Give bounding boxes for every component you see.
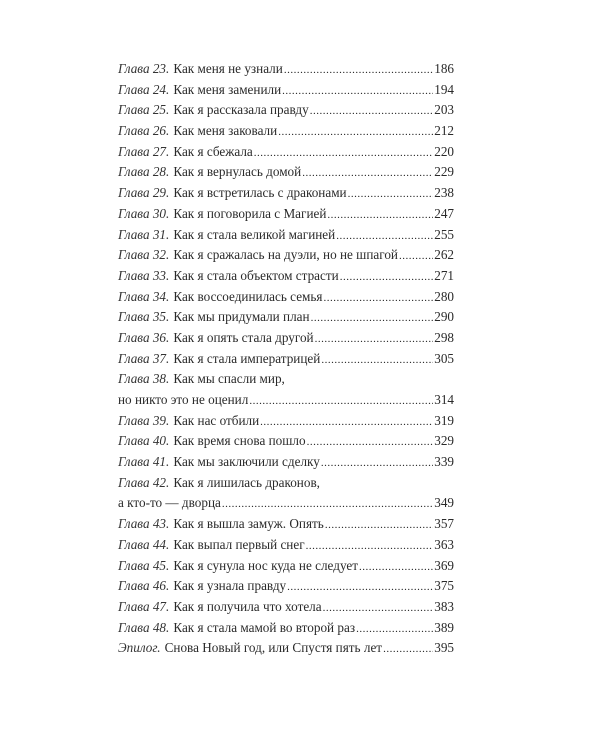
toc-entry-line: [118, 369, 454, 390]
toc-entry-line: [118, 142, 454, 163]
chapter-title: Как меня заковали: [173, 123, 278, 139]
page-number: 357: [434, 516, 454, 532]
page-number: 329: [434, 433, 454, 449]
chapter-title: Как я опять стала другой: [173, 329, 314, 345]
toc-entry-line: [118, 266, 454, 287]
page-number: 314: [434, 392, 454, 407]
chapter-title: Как я поговорила с Магией: [173, 205, 327, 221]
toc-entry-line: [118, 535, 454, 556]
dot-leader: [222, 494, 433, 515]
chapter-label: Глава 40.: [118, 433, 170, 449]
chapter-title: Как я вернулась домой: [173, 164, 302, 180]
toc-entry: [118, 597, 454, 618]
dot-leader: [359, 557, 433, 578]
toc-entry: [118, 514, 454, 535]
chapter-label: Глава 42.: [118, 474, 170, 490]
chapter-title: Как я встретилась с драконами: [173, 185, 347, 201]
chapter-title: Как я сбежала: [173, 143, 253, 159]
toc-entry-line: [118, 328, 454, 349]
chapter-title: Как я стала великой магиней: [173, 226, 336, 242]
toc-entry-line: [118, 514, 454, 535]
chapter-title: Как я стала объектом страсти: [173, 267, 339, 283]
chapter-label: Глава 26.: [118, 123, 170, 139]
toc-entry: [118, 142, 454, 163]
dot-leader: [254, 143, 433, 164]
dot-leader: [315, 329, 434, 350]
toc-entry-line: [118, 473, 454, 494]
chapter-title: Как я узнала правду: [173, 578, 287, 594]
chapter-title: Как мы заключили сделку: [173, 454, 320, 470]
chapter-title: Снова Новый год, или Спустя пять лет: [164, 640, 383, 656]
chapter-label: Глава 46.: [118, 578, 170, 594]
toc-entry-line: [118, 349, 454, 370]
chapter-label: Глава 44.: [118, 536, 170, 552]
page-number: 262: [434, 247, 454, 263]
toc-entry: [118, 80, 454, 101]
toc-entry: [118, 328, 454, 349]
dot-leader: [383, 639, 433, 660]
dot-leader: [307, 432, 434, 453]
toc-entry-line: [118, 556, 454, 577]
toc-entry: [118, 576, 454, 597]
toc-entry: [118, 245, 454, 266]
toc-entry: [118, 100, 454, 121]
page-number: 319: [434, 412, 454, 428]
chapter-label: Глава 39.: [118, 412, 170, 428]
dot-leader: [399, 246, 433, 267]
dot-leader: [249, 391, 433, 412]
toc-entry-line: [118, 225, 454, 246]
page-number: 369: [434, 557, 454, 573]
dot-leader: [336, 226, 433, 247]
chapter-label: Глава 30.: [118, 205, 170, 221]
toc-entry: [118, 369, 454, 410]
chapter-title-continuation: а кто-то — дворца: [118, 495, 221, 511]
dot-leader: [302, 163, 433, 184]
page-number: 280: [434, 288, 454, 304]
page-number: 298: [434, 329, 454, 345]
dot-leader: [287, 577, 433, 598]
dot-leader: [348, 184, 434, 205]
dot-leader: [323, 598, 434, 619]
page-number: 375: [434, 578, 454, 594]
toc-entry: [118, 183, 454, 204]
toc-entry: [118, 452, 454, 473]
chapter-title: Как мы спасли мир,: [173, 371, 285, 387]
page-number: 203: [434, 102, 454, 118]
page-number: 238: [434, 185, 454, 201]
dot-leader: [356, 619, 433, 640]
page-number: 290: [434, 309, 454, 325]
toc-entry: [118, 349, 454, 370]
page-number: 212: [434, 123, 454, 139]
chapter-title: Как воссоединилась семья: [173, 288, 323, 304]
chapter-title: Как я вышла замуж. Опять: [173, 516, 324, 532]
dot-leader: [278, 122, 433, 143]
dot-leader: [325, 515, 433, 536]
toc-entry: [118, 162, 454, 183]
chapter-label: Глава 27.: [118, 143, 170, 159]
toc-entry: [118, 121, 454, 142]
chapter-title: Как я получила что хотела: [173, 598, 322, 614]
chapter-title: Как выпал первый снег: [173, 536, 305, 552]
page-number: 186: [434, 61, 454, 76]
toc-entry-line: [118, 245, 454, 266]
toc-entry-continuation-line: [118, 390, 454, 411]
dot-leader: [323, 288, 433, 309]
chapter-title: Как я рассказала правду: [173, 102, 309, 118]
toc-entry: [118, 307, 454, 328]
chapter-title: Как я сражалась на дуэли, но не шпагой: [173, 247, 398, 263]
chapter-title: Как нас отбили: [173, 412, 260, 428]
chapter-title: Как я сунула нос куда не следует: [173, 557, 358, 573]
table-of-contents: [118, 59, 454, 659]
toc-entry-line: [118, 183, 454, 204]
page-number: 389: [434, 619, 454, 635]
page-number: 305: [434, 350, 454, 366]
chapter-label: Глава 34.: [118, 288, 170, 304]
chapter-label: Глава 43.: [118, 516, 170, 532]
toc-entry-line: [118, 452, 454, 473]
dot-leader: [340, 267, 434, 288]
chapter-label: Глава 35.: [118, 309, 170, 325]
chapter-label: Глава 45.: [118, 557, 170, 573]
toc-entry-line: [118, 59, 454, 80]
toc-entry: [118, 473, 454, 514]
page-number: 363: [434, 536, 454, 552]
chapter-title: Как меня не узнали: [173, 61, 283, 76]
toc-entry: [118, 638, 454, 659]
page-number: 194: [434, 81, 454, 97]
toc-entry-line: [118, 576, 454, 597]
page-number: 271: [434, 267, 454, 283]
chapter-label: Глава 25.: [118, 102, 170, 118]
page-number: 220: [434, 143, 454, 159]
toc-entry: [118, 225, 454, 246]
page-number: 349: [434, 495, 454, 511]
toc-entry: [118, 204, 454, 225]
toc-entry: [118, 535, 454, 556]
page-number: 383: [434, 598, 454, 614]
toc-entry-line: [118, 597, 454, 618]
chapter-label: Глава 41.: [118, 454, 170, 470]
dot-leader: [327, 205, 433, 226]
chapter-label: Глава 37.: [118, 350, 170, 366]
toc-entry-line: [118, 80, 454, 101]
toc-entry-line: [118, 618, 454, 639]
toc-entry: [118, 59, 454, 80]
page-number: 229: [434, 164, 454, 180]
toc-entry: [118, 556, 454, 577]
chapter-label: Глава 38.: [118, 371, 170, 387]
toc-entry-line: [118, 307, 454, 328]
toc-entry-line: [118, 431, 454, 452]
page-number: 247: [434, 205, 454, 221]
toc-entry-line: [118, 204, 454, 225]
toc-entry-line: [118, 121, 454, 142]
toc-entry-line: [118, 411, 454, 432]
toc-entry: [118, 411, 454, 432]
toc-entry: [118, 618, 454, 639]
chapter-label: Глава 24.: [118, 81, 170, 97]
chapter-label: Глава 28.: [118, 164, 170, 180]
chapter-label: Глава 31.: [118, 226, 170, 242]
toc-entry-continuation-line: [118, 493, 454, 514]
toc-entry: [118, 266, 454, 287]
toc-entry: [118, 287, 454, 308]
chapter-label: Глава 23.: [118, 61, 170, 76]
dot-leader: [310, 101, 434, 122]
toc-entry-line: [118, 638, 454, 659]
chapter-title: Как мы придумали план: [173, 309, 310, 325]
dot-leader: [260, 412, 433, 433]
chapter-title: Как я стала мамой во второй раз: [173, 619, 356, 635]
toc-entry-line: [118, 162, 454, 183]
page-number: 255: [434, 226, 454, 242]
dot-leader: [321, 453, 433, 474]
dot-leader: [282, 81, 433, 102]
chapter-label: Глава 36.: [118, 329, 170, 345]
chapter-label: Глава 33.: [118, 267, 170, 283]
chapter-title: Как меня заменили: [173, 81, 282, 97]
page-number: 395: [434, 640, 454, 656]
dot-leader: [306, 536, 434, 557]
chapter-label: Эпилог.: [118, 640, 161, 656]
chapter-label: Глава 29.: [118, 185, 170, 201]
dot-leader: [311, 308, 434, 329]
chapter-title: Как я лишилась драконов,: [173, 474, 320, 490]
chapter-label: Глава 47.: [118, 598, 170, 614]
toc-entry-line: [118, 100, 454, 121]
chapter-title: Как время снова пошло: [173, 433, 306, 449]
dot-leader: [284, 60, 433, 81]
chapter-title-continuation: но никто это не оценил: [118, 392, 249, 407]
chapter-label: Глава 32.: [118, 247, 170, 263]
toc-entry-line: [118, 287, 454, 308]
dot-leader: [321, 350, 433, 371]
chapter-label: Глава 48.: [118, 619, 170, 635]
chapter-title: Как я стала императрицей: [173, 350, 321, 366]
toc-entry: [118, 431, 454, 452]
page-number: 339: [434, 454, 454, 470]
